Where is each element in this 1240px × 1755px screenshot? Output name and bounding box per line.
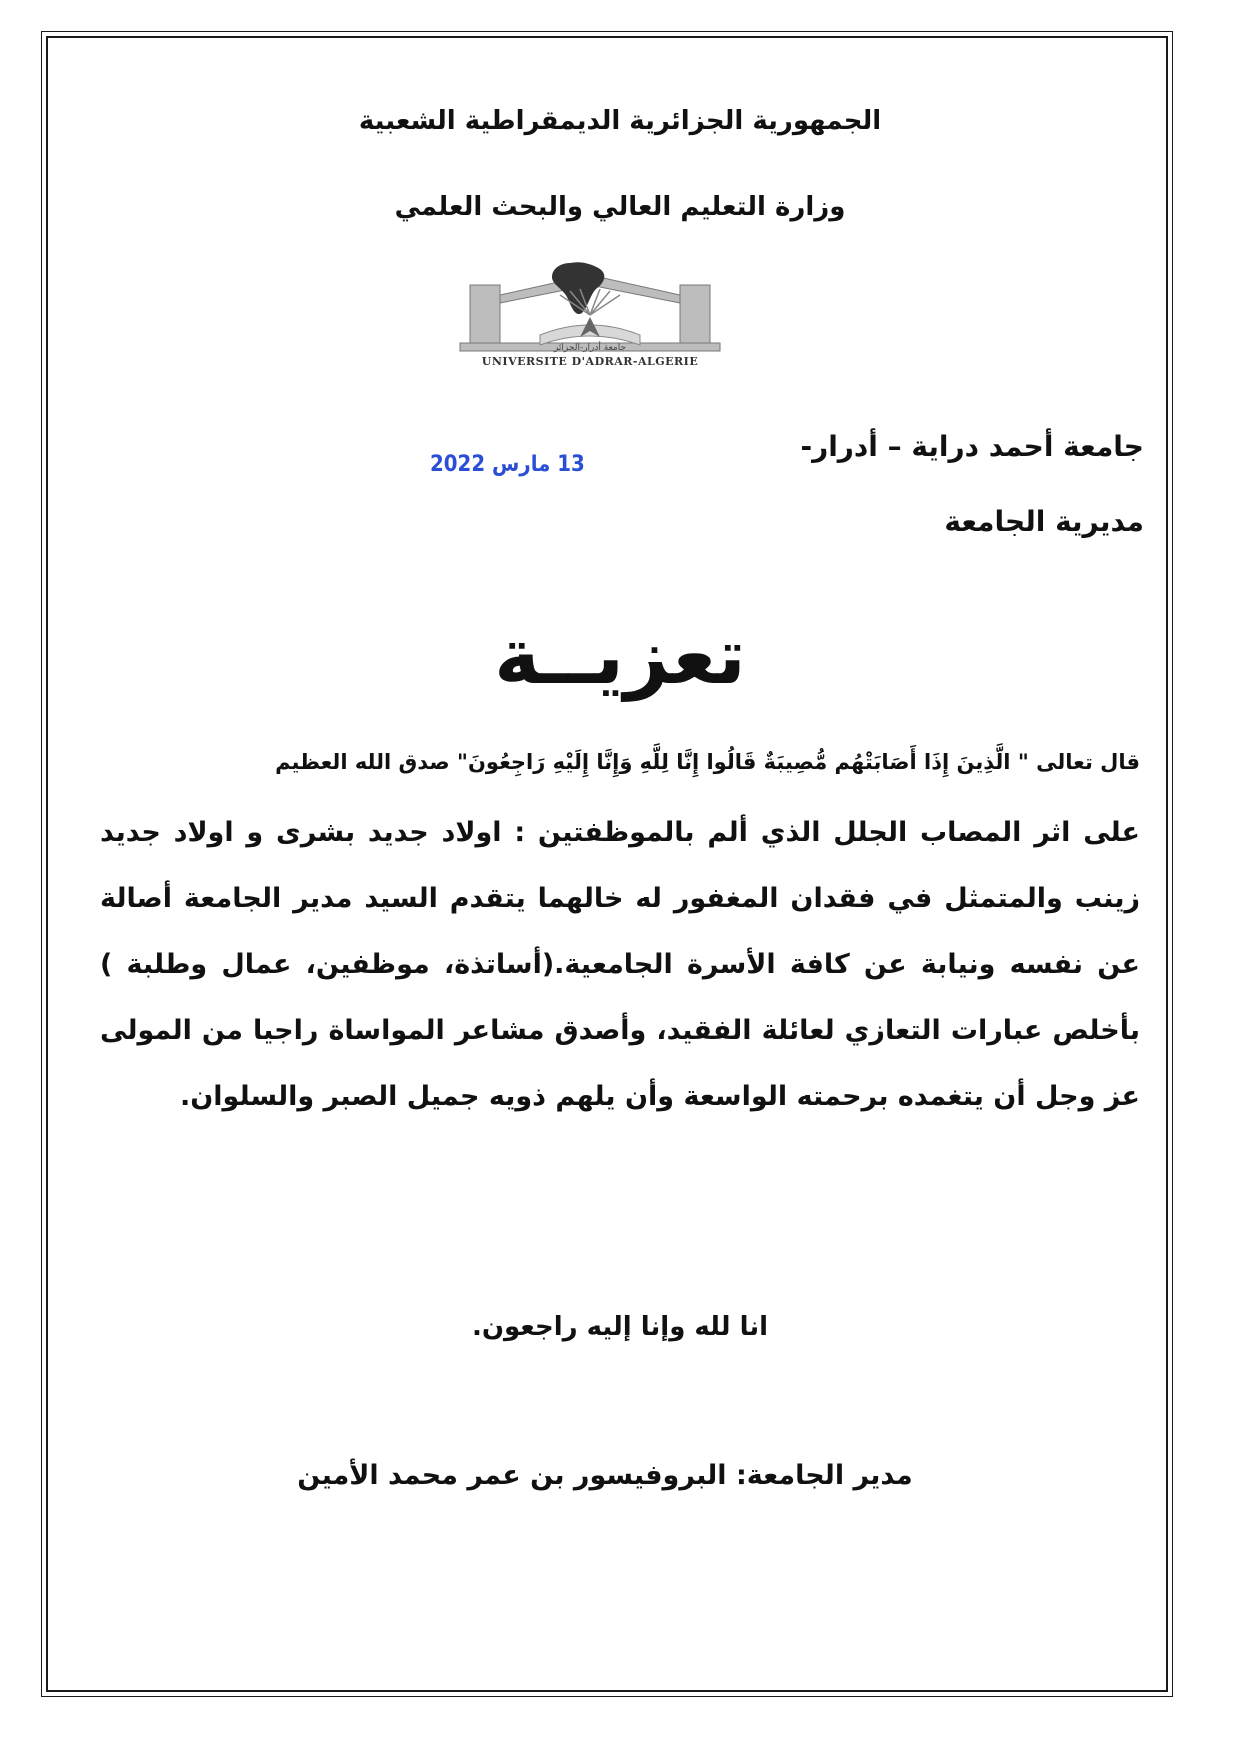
date-stamp: 13 مارس 2022 [430, 452, 585, 477]
closing-phrase: انا لله وإنا إليه راجعون. [471, 1312, 769, 1342]
logo-caption-french: UNIVERSITE D'ADRAR-ALGERIE [481, 355, 699, 368]
document-title: تعزيــة [494, 612, 746, 702]
republic-header: الجمهورية الجزائرية الديمقراطية الشعبية [358, 106, 882, 136]
quran-verse: قال تعالى " الَّذِينَ إِذَا أَصَابَتْهُم مُّصِيبَةٌ قَالُوا إِنَّا لِلَّهِ وَإِنَّا إِلَيْهِ رَاجِعُونَ" صدق الله العظيم [275, 750, 1140, 774]
condolence-body [100, 800, 1140, 1130]
logo-caption-arabic: جامعة أدرار-الجزائر [553, 343, 627, 353]
directorate-name: مديرية الجامعة [944, 505, 1144, 538]
ministry-header: وزارة التعليم العالي والبحث العلمي [394, 192, 846, 222]
university-name: جامعة أحمد دراية – أدرار- [800, 430, 1144, 463]
signature-line: مدير الجامعة: البروفيسور بن عمر محمد الأمين [297, 1460, 913, 1491]
body-paragraph: على اثر المصاب الجلل الذي ألم بالموظفتين : اولاد جديد بشرى و اولاد جديد زينب والمتمثل في فقدان المغفور له خالهما يتقدم السيد مدير الجامعة أصالة عن نفسه ونيابة عن كافة الأسرة الجامعية.(أساتذة، موظفين، عمال وطلبة ) بأخلص عبارات التعازي لعائلة الفقيد، وأصدق مشاعر المواساة راجيا من المولى عز وجل أن يتغمده برحمته الواسعة وأن يلهم ذويه جميل الصبر والسلوان. [100, 817, 1140, 1112]
